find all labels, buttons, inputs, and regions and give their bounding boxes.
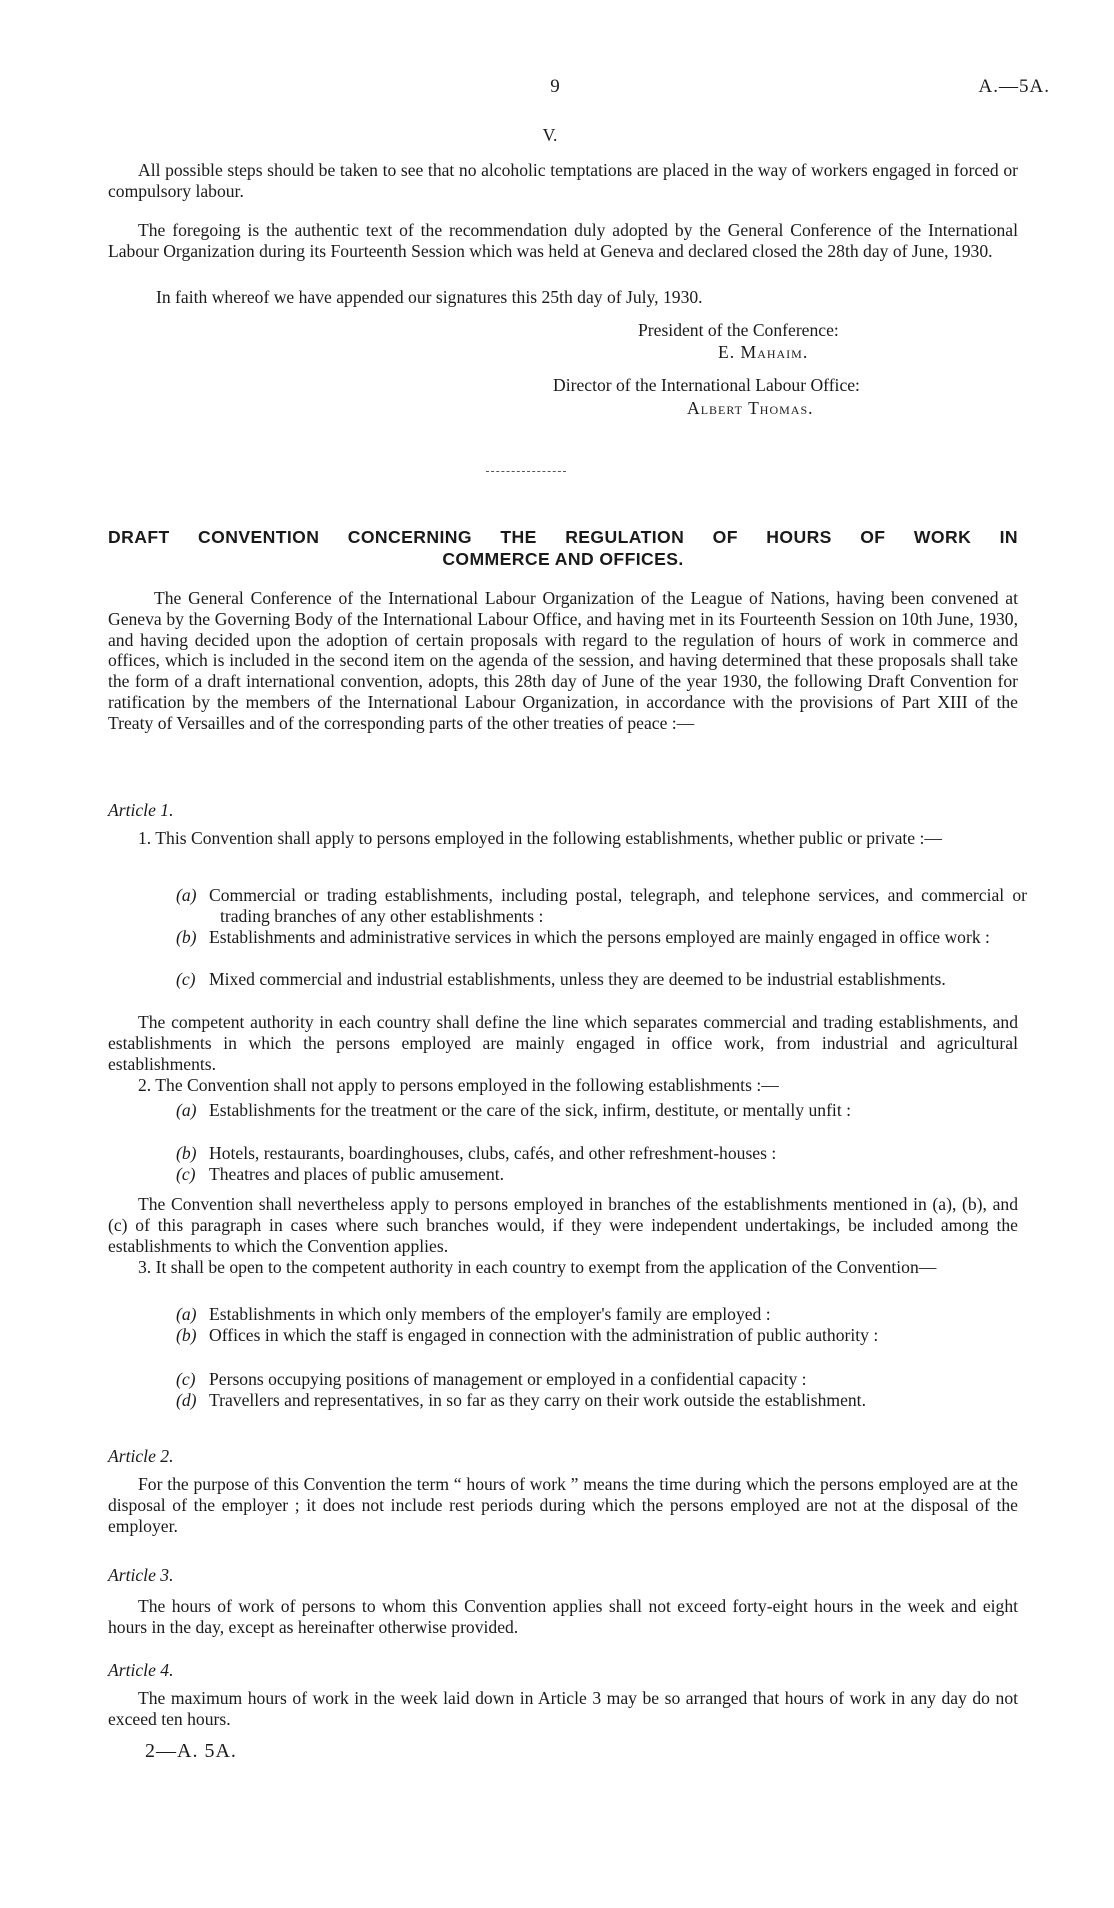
list-text: Establishments for the treatment or the care of the sick, infirm, destitute, or mentally unfit : <box>209 1100 851 1120</box>
list-label: (a) <box>176 885 197 905</box>
article-1-heading: Article 1. <box>108 800 174 820</box>
article-1-para-1: 1. This Convention shall apply to persons employed in the following establishments, whether public or private :— <box>138 828 942 848</box>
list-text: Mixed commercial and industrial establishments, unless they are deemed to be industrial establishments. <box>209 969 946 989</box>
article-3-text: The hours of work of persons to whom this Convention applies shall not exceed forty-eight hours in the week and eight hours in the day, except as hereinafter otherwise provided. <box>108 1596 1018 1637</box>
list-text: Establishments and administrative services in which the persons employed are mainly engaged in office work : <box>209 927 990 947</box>
list-label: (c) <box>176 969 196 989</box>
page-number: 9 <box>550 76 560 97</box>
director-title: Director of the International Labour Office: <box>553 375 860 395</box>
list-text: Travellers and representatives, in so far as they carry on their work outside the establishment. <box>209 1390 866 1410</box>
faith-paragraph: In faith whereof we have appended our signatures this 25th day of July, 1930. <box>156 287 703 307</box>
list-label: (c) <box>176 1369 196 1389</box>
printer-signature: 2—A. 5A. <box>145 1740 237 1762</box>
list-label: (b) <box>176 1143 197 1163</box>
list-label: (b) <box>176 927 197 947</box>
list-text: Offices in which the staff is engaged in connection with the administration of public authority : <box>209 1325 879 1345</box>
list-text: Theatres and places of public amusement. <box>209 1164 505 1184</box>
section-numeral: V. <box>542 125 558 145</box>
article-1-para-2: 2. The Convention shall not apply to persons employed in the following establishments :— <box>138 1075 779 1095</box>
page-reference: A.—5A. <box>978 76 1050 97</box>
list-label: (a) <box>176 1100 197 1120</box>
list-label: (b) <box>176 1325 197 1345</box>
nevertheless-paragraph: The Convention shall nevertheless apply to persons employed in branches of the establishments mentioned in (a), (b), and (c) of this paragraph in cases where such branches would, if they were independent undertakings, be included among the establishments to which the Convention applies. <box>108 1194 1018 1256</box>
list-text: Hotels, restaurants, boardinghouses, clubs, cafés, and other refreshment-houses : <box>209 1143 777 1163</box>
preamble-paragraph: The General Conference of the International Labour Organization of the League of Nations, having been convened at Geneva by the Governing Body of the International Labour Office, and having met in its Fourteenth Session on 10th June, 1930, and having decided upon the adoption of certain proposals with regard to the regulation of hours of work in commerce and offices, which is included in the second item on the agenda of the session, and having determined that these proposals shall take the form of a draft international convention, adopts, this 28th day of June of the year 1930, the following Draft Convention for ratification by the members of the International Labour Organization, in accordance with the provisions of Part XIII of the Treaty of Versailles and of the corresponding parts of the other treaties of peace :— <box>108 588 1018 733</box>
director-name: Albert Thomas. <box>687 398 814 418</box>
article-4-text: The maximum hours of work in the week laid down in Article 3 may be so arranged that hours of work in any day do not exceed ten hours. <box>108 1688 1018 1729</box>
article-2-text: For the purpose of this Convention the term “ hours of work ” means the time during which the persons employed are at the disposal of the employer ; it does not include rest periods during which the persons employed are not at the disposal of the employer. <box>108 1474 1018 1536</box>
section-divider <box>486 471 566 472</box>
competent-authority-paragraph: The competent authority in each country shall define the line which separates commercial and trading establishments, and establishments in which the persons employed are mainly engaged in office work, from industrial and agricultural establishments. <box>108 1012 1018 1074</box>
convention-title-line1: DRAFT CONVENTION CONCERNING THE REGULATION OF HOURS OF WORK IN <box>108 527 1018 547</box>
section-v-text: All possible steps should be taken to see that no alcoholic temptations are placed in the way of workers engaged in forced or compulsory labour. <box>108 160 1018 201</box>
convention-title-line2: COMMERCE AND OFFICES. <box>442 549 684 569</box>
president-title: President of the Conference: <box>638 320 839 340</box>
list-label: (d) <box>176 1390 197 1410</box>
authentication-paragraph: The foregoing is the authentic text of the recommendation duly adopted by the General Conference of the International Labour Organization during its Fourteenth Session which was held at Geneva and declared closed the 28th day of June, 1930. <box>108 220 1018 261</box>
article-4-heading: Article 4. <box>108 1660 174 1680</box>
list-text: Establishments in which only members of the employer's family are employed : <box>209 1304 771 1324</box>
list-label: (a) <box>176 1304 197 1324</box>
list-text: Commercial or trading establishments, including postal, telegraph, and telephone services, and commercial or trading branches of any other establishments : <box>209 885 1027 926</box>
article-1-para-3: 3. It shall be open to the competent authority in each country to exempt from the application of the Convention— <box>138 1257 937 1277</box>
list-text: Persons occupying positions of management or employed in a confidential capacity : <box>209 1369 807 1389</box>
president-name: E. Mahaim. <box>718 342 809 362</box>
article-3-heading: Article 3. <box>108 1565 174 1585</box>
article-2-heading: Article 2. <box>108 1446 174 1466</box>
list-label: (c) <box>176 1164 196 1184</box>
